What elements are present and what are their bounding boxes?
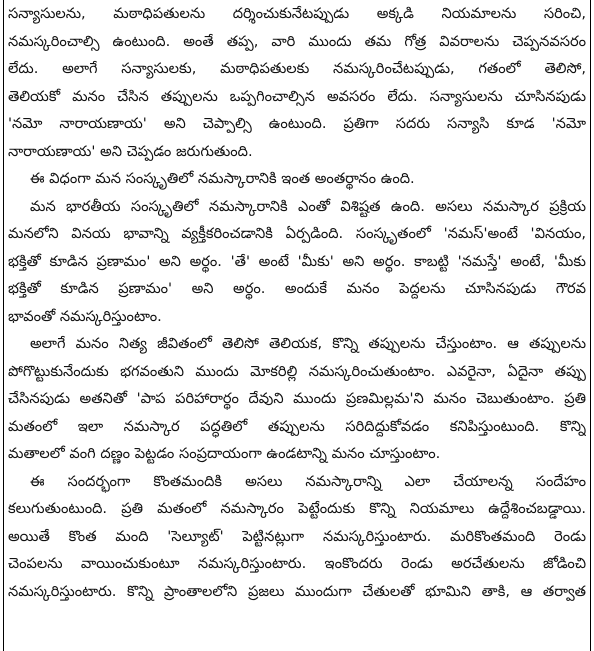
text-line: చెంపలను వాయించుకుంటూ నమస్కరిస్తుంటారు. ఇంకొందరు రెండు అరచేతులను జోడించి bbox=[8, 555, 586, 572]
text-line: ఈ సందర్భంగా కొంతమందికి అసలు నమస్కారాన్ని ఎలా చేయాలన్న సందేహం bbox=[30, 472, 586, 490]
text-line: అలాగే మనం నిత్య జీవితంలో తెలిసో తెలియక, కొన్ని తప్పులను చేస్తుంటాం. ఆ తప్పులను bbox=[30, 335, 586, 352]
text-line: భక్తితో కూడిన ప్రణామం' అని అర్థం. 'తే' అంటే 'మీకు' అని అర్థం. కాబట్టి 'నమస్తే' అంటే, 'మీకు bbox=[8, 252, 586, 270]
document-page bbox=[3, 0, 591, 651]
text-line: భావంతో నమస్కరిస్తుంటాం. bbox=[8, 307, 162, 325]
text-line: మతంలో ఇలా నమస్కార పద్ధతిలో తప్పులను సరిదిద్దుకోవడం కనిపిస్తుంటుంది. కొన్ని bbox=[8, 417, 586, 435]
text-line: నారాయణాయ' అని చెప్పడం జరుగుతుంది. bbox=[8, 142, 253, 160]
text-line: పోగొట్టుకునేందుకు భగవంతుని ముందు మోకరిల్లి నమస్కరించుతుంటాం. ఎవరైనా, ఏదైనా తప్పు bbox=[8, 362, 586, 380]
text-line: నమస్కరించాల్సి ఉంటుంది. అంతే తప్ప, వారి ముందు తమ గోత్ర వివరాలను చెప్పనవసరం bbox=[8, 32, 586, 50]
text-line: మనలోని వినయ భావాన్ని వ్యక్తీకరించడానికి ఏర్పడింది. సంస్కృతంలో 'నమస్'అంటే 'వినయం, bbox=[8, 225, 586, 242]
text-line: లేదు. అలాగే సన్యాసులకు, మఠాధిపతులకు నమస్కరించేటప్పుడు, గతంలో తెలిసో, bbox=[8, 60, 586, 77]
text-line: కలుగుతుంటుంది. ప్రతి మతంలో నమస్కారం పెట్టేందుకు కొన్ని నియమాలు ఉద్దేశించబడ్డాయి. bbox=[8, 500, 586, 517]
text-line: నమస్కరిస్తుంటారు. కొన్ని ప్రాంతాలలోని ప్రజలు ముందుగా చేతులతో భూమిని తాకి, ఆ తర్వాత bbox=[8, 582, 586, 600]
text-line: తెలియకో మనం చేసిన తప్పులను ఒప్పగించాల్సిన అవసరం లేదు. సన్యాసులను చూసినపుడు bbox=[8, 87, 586, 105]
text-line: 'నమో నారాయణాయ' అని చెప్పాల్సి ఉంటుంది. ప్రతిగా సదరు సన్యాసి కూడ 'నమో bbox=[8, 115, 586, 132]
text-line: ఈ విధంగా మన సంస్కృతిలో నమస్కారానికి ఇంత అంతర్థానం ఉంది. bbox=[30, 170, 415, 187]
text-line: సన్యాసులను, మఠాధిపతులను దర్శించుకునేటప్పుడు అక్కడి నియమాలను సరించి, bbox=[8, 5, 586, 22]
text-line: మన భారతీయ సంస్కృతిలో నమస్కారానికి ఎంతో విశిష్టత ఉంది. అసలు నమస్కార ప్రక్రియ bbox=[30, 197, 586, 215]
text-line: చేసినపుడు అతనితో 'పాప పరిహారార్థం దేవుని ముందు ప్రణమిల్లమ'ని మనం చెబుతుంటాం. ప్రతి bbox=[8, 390, 586, 407]
text-line: అయితే కొంత మంది 'సెల్యూట్' పెట్టినట్లుగా నమస్కరిస్తుంటారు. మరికొంతమంది రెండు bbox=[8, 527, 586, 545]
text-line: మతాలలో వంగి దణ్ణం పెట్టడం సంప్రదాయంగా ఉండటాన్ని మనం చూస్తుంటాం. bbox=[8, 445, 441, 462]
text-line: భక్తితో కూడిన ప్రణామం' అని అర్థం. అందుకే మనం పెద్దలను చూసినపుడు గౌరవ bbox=[8, 280, 586, 297]
